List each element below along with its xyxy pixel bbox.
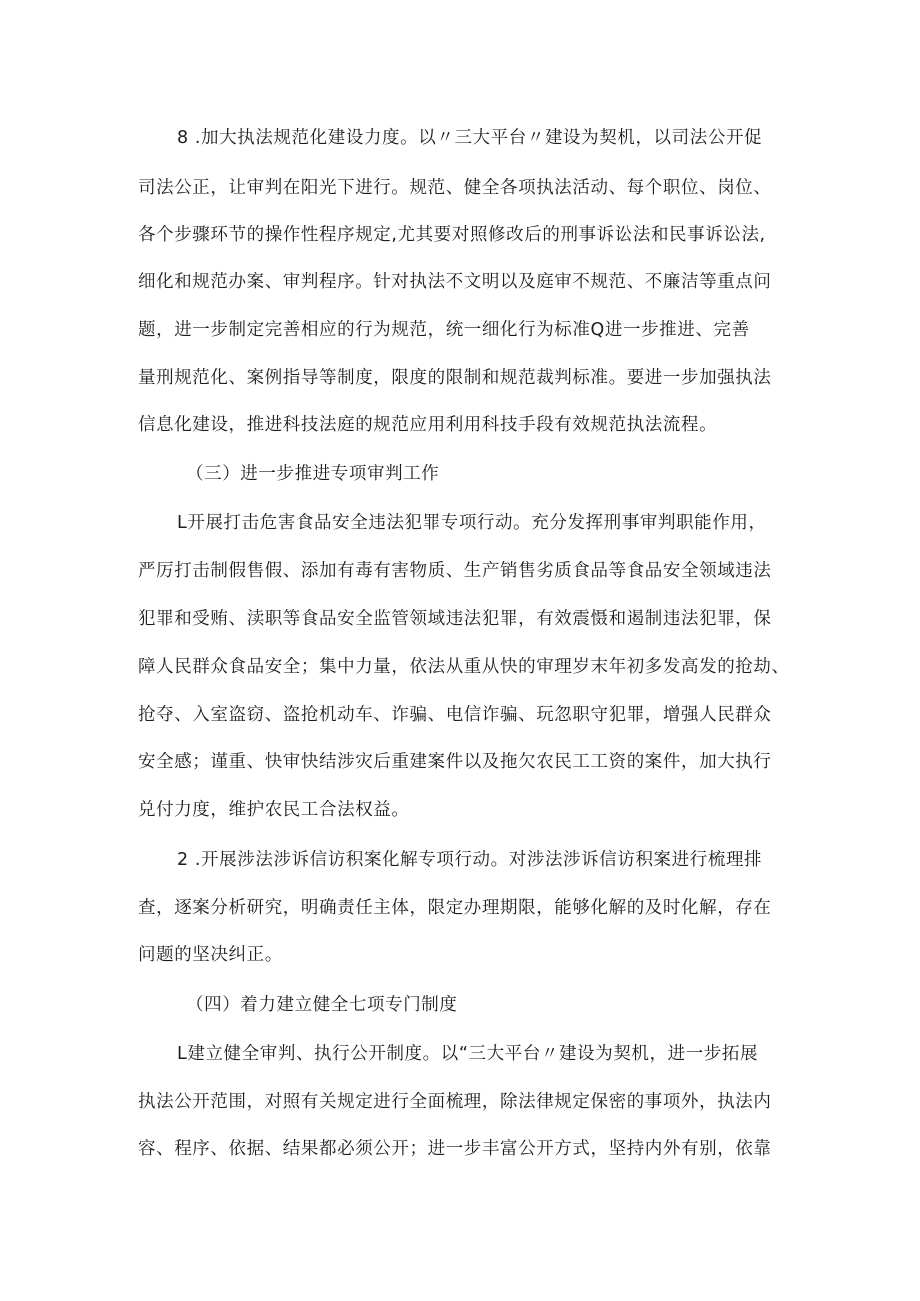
paragraph-s4-1-line-2: 执法公开范围，对照有关规定进行全面梳理，除法律规定保密的事项外，执法内 (138, 1092, 772, 1112)
paragraph-s4-1-line-3: 容、程序、依据、结果都必须公开；进一步丰富公开方式，坚持内外有别，依靠 (138, 1139, 772, 1159)
paragraph-8-line-5: 题，进一步制定完善相应的行为规范，统一细化行为标准Q进一步推进、完善 (138, 320, 750, 340)
paragraph-s3-1-line-3: 犯罪和受贿、渎职等食品安全监管领域违法犯罪，有效震慑和遏制违法犯罪，保 (138, 609, 772, 629)
paragraph-s3-2-line-2: 查，逐案分析研究，明确责任主体，限定办理期限，能够化解的及时化解，存在 (138, 898, 772, 918)
paragraph-8-line-6: 量刑规范化、案例指导等制度，限度的限制和规范裁判标准。要进一步加强执法 (138, 368, 772, 388)
paragraph-8-line-2: 司法公正，让审判在阳光下进行。规范、健全各项执法活动、每个职位、岗位、 (138, 178, 772, 198)
paragraph-s3-1-line-7: 兑付力度，维护农民工合法权益。 (138, 800, 410, 820)
paragraph-s3-1-line-4: 障人民群众食品安全；集中力量，依法从重从快的审理岁末年初多发高发的抢劫、 (138, 657, 790, 677)
paragraph-8-line-1: 8 .加大执法规范化建设力度。以〃三大平台〃建设为契机，以司法公开促 (177, 128, 763, 148)
paragraph-8-line-3: 各个步骤环节的操作性程序规定,尤其要对照修改后的刑事诉讼法和民事诉讼法, (138, 225, 766, 245)
paragraph-s3-2-line-1: 2 .开展涉法涉诉信访积案化解专项行动。对涉法涉诉信访积案进行梳理排 (177, 850, 763, 870)
paragraph-s3-1-line-1: L开展打击危害食品安全违法犯罪专项行动。充分发挥刑事审判职能作用， (177, 513, 767, 533)
section-3-heading: （三）进一步推进专项审判工作 (186, 464, 440, 484)
paragraph-s3-2-line-3: 问题的坚决纠正。 (138, 945, 283, 965)
paragraph-8-line-4: 细化和规范办案、审判程序。针对执法不文明以及庭审不规范、不廉洁等重点问 (138, 272, 772, 292)
section-4-heading: （四）着力建立健全七项专门制度 (186, 995, 458, 1015)
paragraph-s3-1-line-2: 严厉打击制假售假、添加有毒有害物质、生产销售劣质食品等食品安全领域违法 (138, 561, 772, 581)
paragraph-s4-1-line-1: L建立健全审判、执行公开制度。以“三大平台〃建设为契机，进一步拓展 (177, 1044, 759, 1064)
paragraph-8-line-7: 信息化建设，推进科技法庭的规范应用利用科技手段有效规范执法流程。 (138, 415, 718, 435)
paragraph-s3-1-line-5: 抢夺、入室盗窃、盗抢机动车、诈骗、电信诈骗、玩忽职守犯罪，增强人民群众 (138, 705, 772, 725)
paragraph-s3-1-line-6: 安全感；谨重、快审快结涉灾后重建案件以及拖欠农民工工资的案件，加大执行 (138, 752, 772, 772)
